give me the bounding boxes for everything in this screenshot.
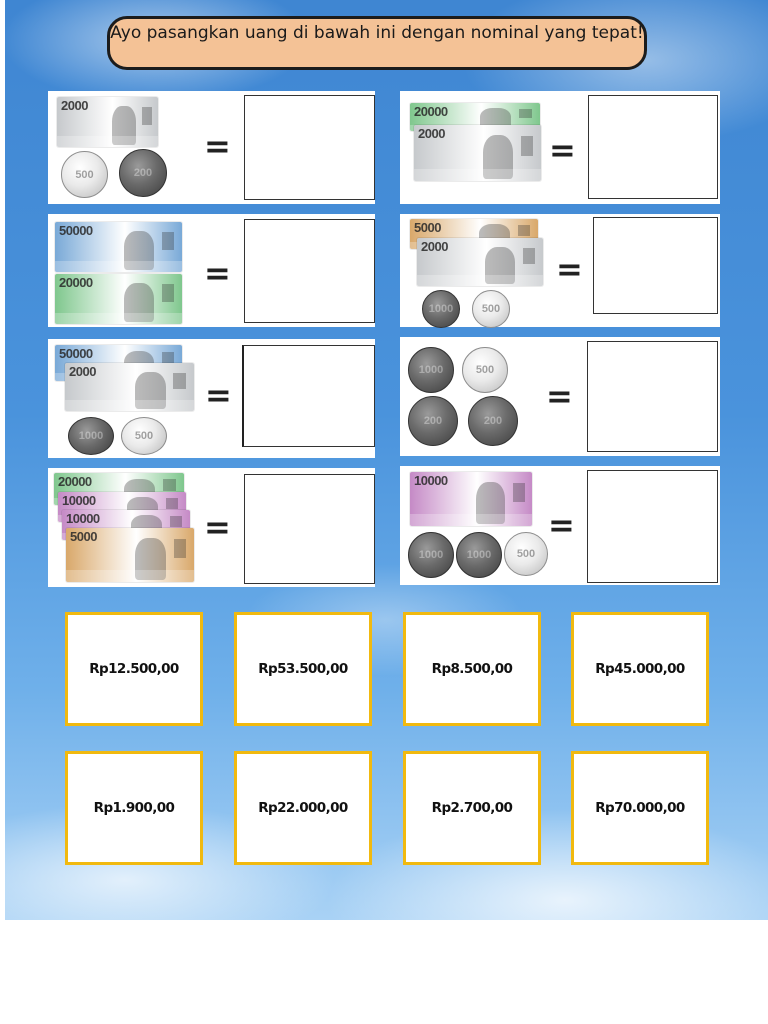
answer-box-7[interactable] <box>244 474 375 584</box>
coin-1000: 1000 <box>422 290 460 328</box>
answer-box-8[interactable] <box>587 470 718 583</box>
equals-sign: = <box>556 250 583 288</box>
answer-card-1[interactable]: Rp12.500,00 <box>65 612 203 726</box>
banknote-2000: 2000 <box>414 125 541 181</box>
answer-card-6[interactable]: Rp22.000,00 <box>234 751 372 865</box>
banknote-20000: 20000 <box>54 473 184 505</box>
answer-box-6[interactable] <box>587 341 718 452</box>
coin-1000: 1000 <box>408 347 454 393</box>
equals-sign: = <box>546 377 573 415</box>
answer-box-5[interactable] <box>242 345 375 447</box>
banknote-2000: 2000 <box>57 97 158 147</box>
banknote-50000: 50000 <box>55 345 182 381</box>
equals-sign: = <box>549 131 576 169</box>
problem-panel-2 <box>400 91 720 204</box>
worksheet <box>5 0 768 920</box>
equals-sign: = <box>204 508 231 546</box>
coin-500: 500 <box>462 347 508 393</box>
answer-card-8[interactable]: Rp70.000,00 <box>571 751 709 865</box>
banknote-10000: 10000 <box>62 510 190 540</box>
problem-panel-7 <box>48 468 375 587</box>
problem-panel-4 <box>400 214 720 327</box>
equals-sign: = <box>204 254 231 292</box>
problem-panel-5 <box>48 339 375 458</box>
problem-panel-8 <box>400 466 720 585</box>
answer-box-4[interactable] <box>593 217 718 314</box>
answer-card-7[interactable]: Rp2.700,00 <box>403 751 541 865</box>
title-text: Ayo pasangkan uang di bawah ini dengan nominal yang tepat! <box>110 23 644 43</box>
coin-500: 500 <box>504 532 548 576</box>
answer-box-2[interactable] <box>588 95 718 199</box>
answer-box-1[interactable] <box>244 95 375 200</box>
coin-500: 500 <box>472 290 510 328</box>
answer-card-3[interactable]: Rp8.500,00 <box>403 612 541 726</box>
coin-1000: 1000 <box>68 417 114 455</box>
coin-1000: 1000 <box>408 532 454 578</box>
coin-500: 500 <box>61 151 108 198</box>
answer-box-3[interactable] <box>244 219 375 323</box>
coin-500: 500 <box>121 417 167 455</box>
banknote-10000: 10000 <box>58 492 186 522</box>
coin-200: 200 <box>468 396 518 446</box>
problem-panel-3 <box>48 214 375 327</box>
banknote-10000: 10000 <box>410 472 532 526</box>
banknote-2000: 2000 <box>417 238 543 286</box>
banknote-20000: 20000 <box>410 103 540 131</box>
worksheet-title <box>107 16 647 70</box>
banknote-50000: 50000 <box>55 222 182 272</box>
equals-sign: = <box>548 506 575 544</box>
answer-card-5[interactable]: Rp1.900,00 <box>65 751 203 865</box>
banknote-5000: 5000 <box>66 528 194 582</box>
coin-200: 200 <box>119 149 167 197</box>
answer-card-4[interactable]: Rp45.000,00 <box>571 612 709 726</box>
coin-1000: 1000 <box>456 532 502 578</box>
coin-200: 200 <box>408 396 458 446</box>
problem-panel-1 <box>48 91 375 204</box>
equals-sign: = <box>205 376 232 414</box>
banknote-5000: 5000 <box>410 219 538 249</box>
banknote-20000: 20000 <box>55 274 182 324</box>
banknote-2000: 2000 <box>65 363 194 411</box>
equals-sign: = <box>204 127 231 165</box>
answer-card-2[interactable]: Rp53.500,00 <box>234 612 372 726</box>
problem-panel-6 <box>400 337 720 456</box>
